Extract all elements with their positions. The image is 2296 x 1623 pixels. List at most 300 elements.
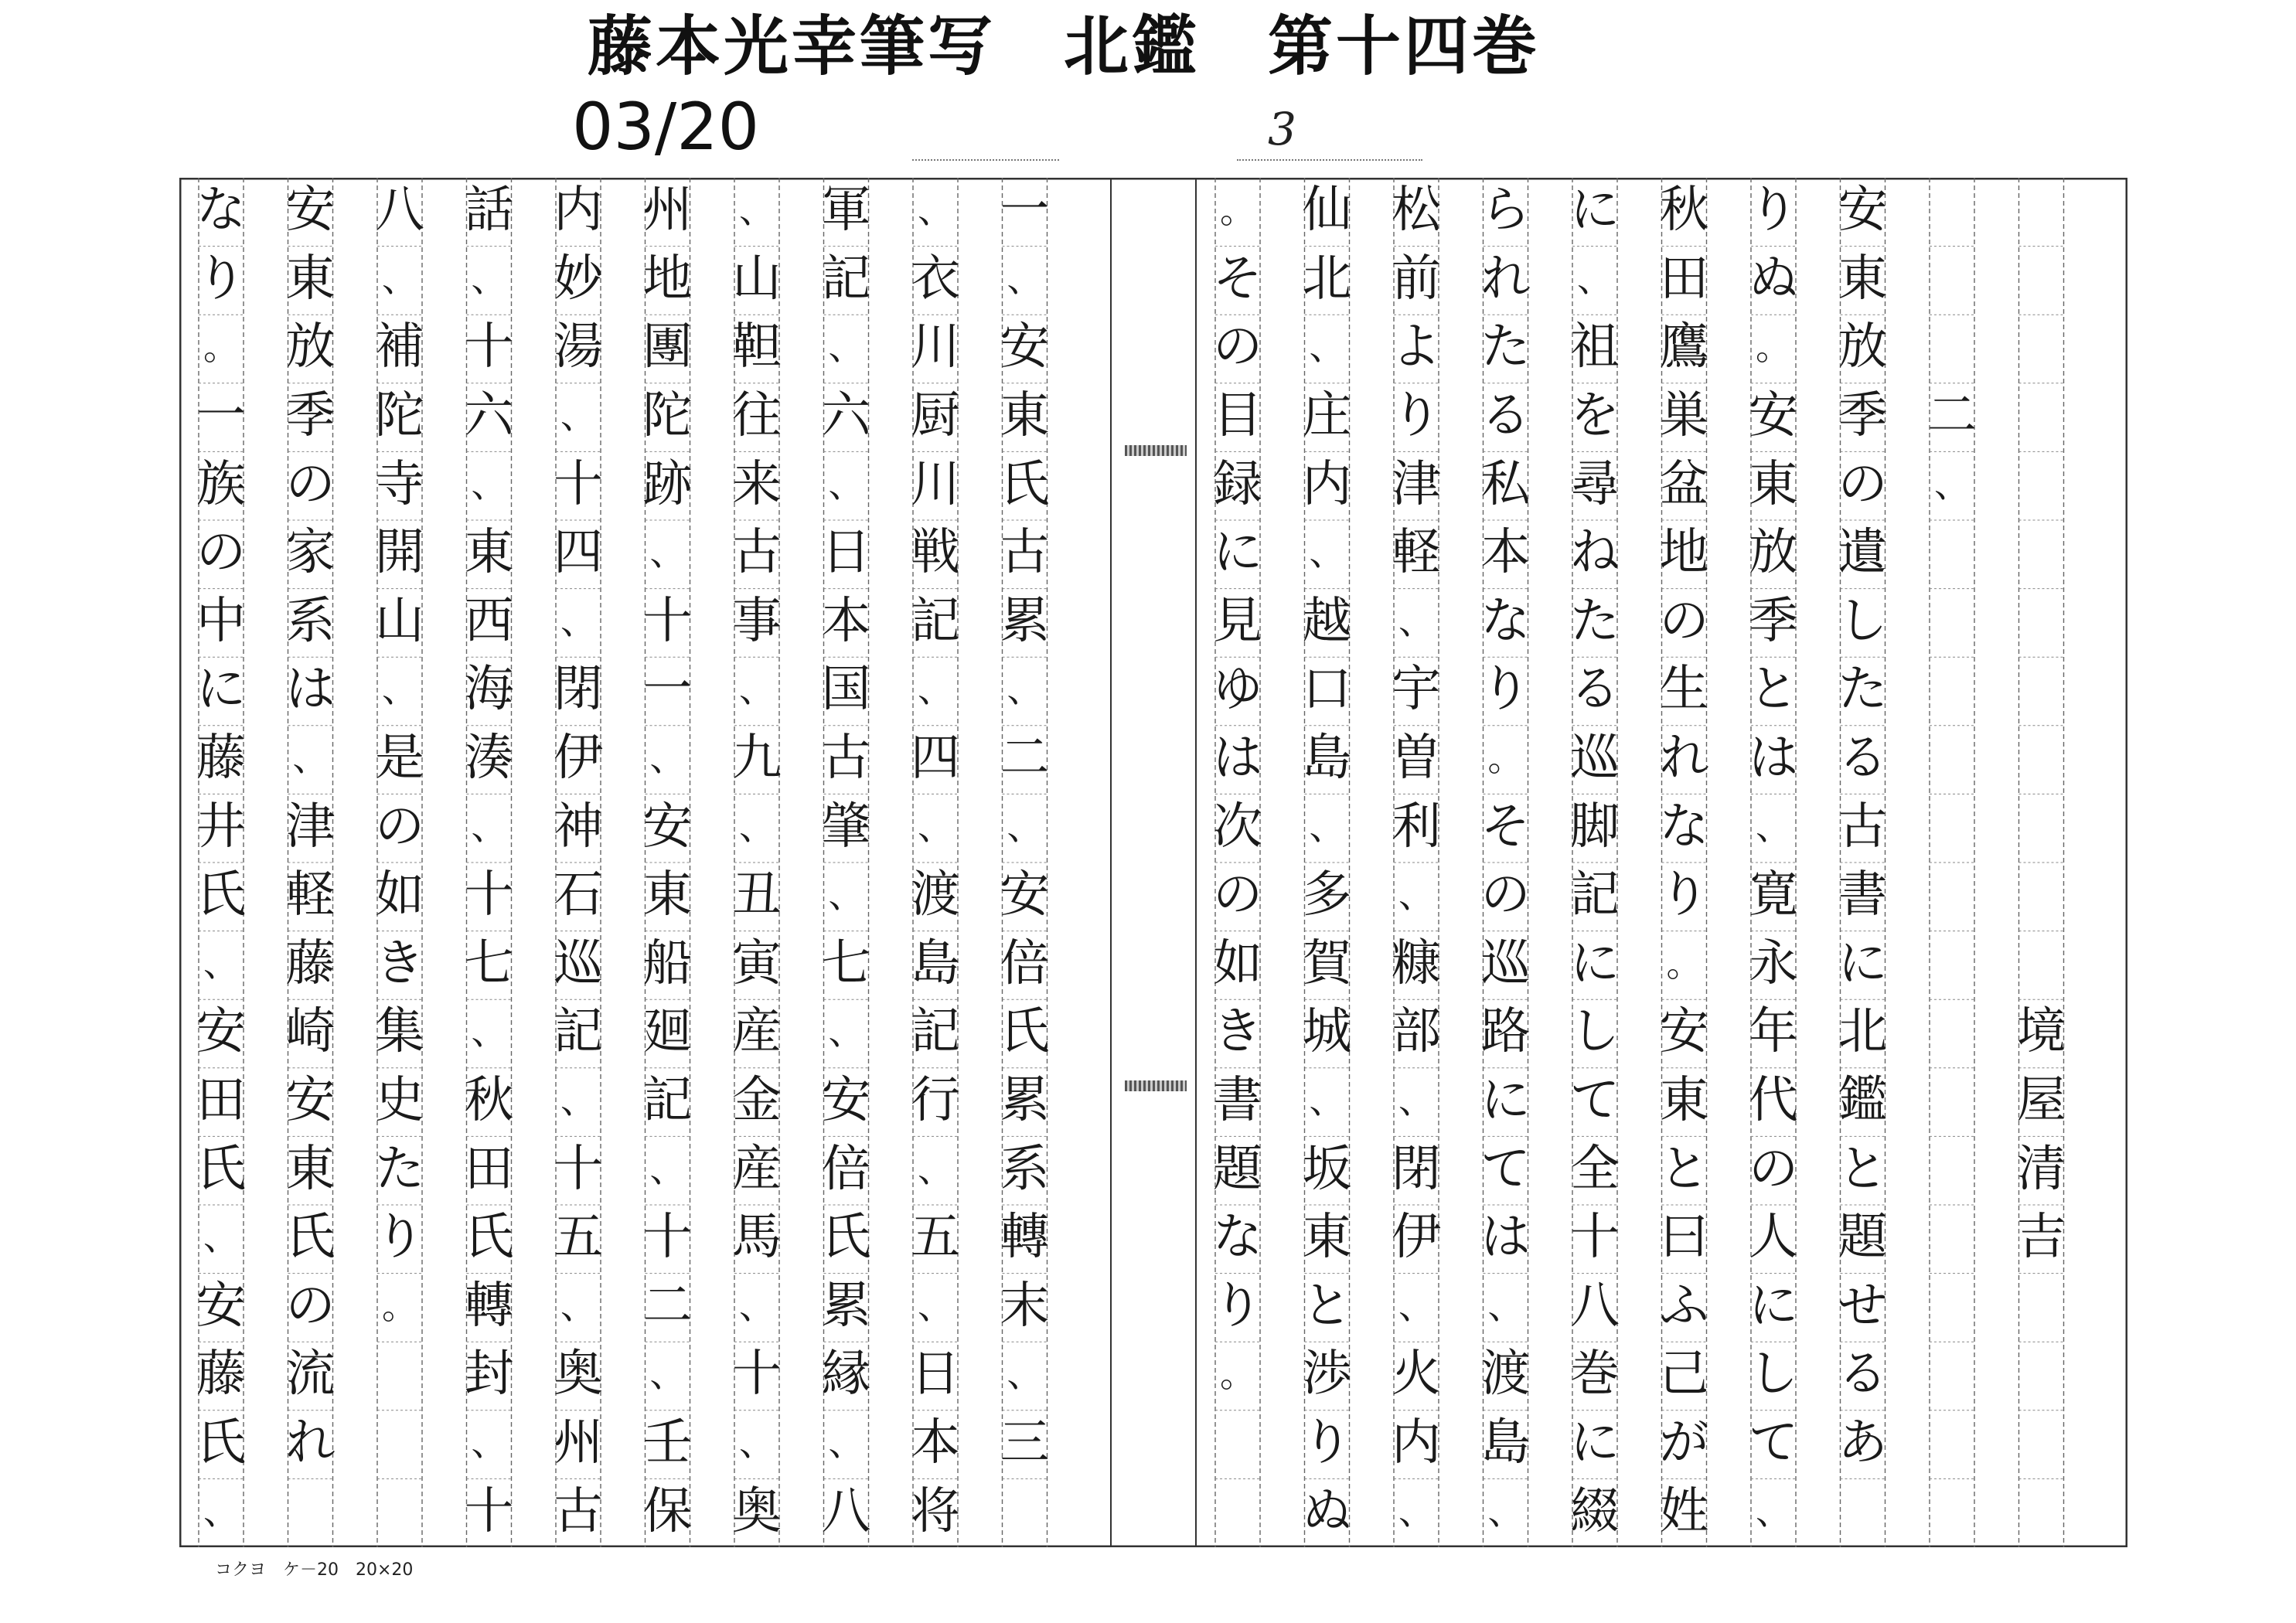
manuscript-char: 内 [554,182,603,240]
manuscript-char: 一 [1000,182,1050,240]
sheet-number: 3 [1268,103,1296,155]
manuscript-char: 氏 [821,1209,871,1267]
manuscript-char: 東 [1749,455,1798,513]
manuscript-char: 二 [642,1277,693,1335]
manuscript-char: 氏 [464,1209,514,1267]
manuscript-char: 船 [642,934,693,992]
manuscript-char: 安 [196,1277,246,1335]
manuscript-char: そ [1213,250,1262,308]
manuscript-char: 如 [1213,934,1262,992]
manuscript-char: 東 [285,250,336,308]
manuscript-char: 氏 [1000,1003,1050,1061]
manuscript-char: 九 [732,730,782,788]
manuscript-char: 中 [196,592,246,650]
manuscript-char: 東 [464,524,514,582]
manuscript-char: 庄 [1302,387,1352,445]
manuscript-char: 安 [285,1072,336,1130]
manuscript-char: な [196,182,246,240]
manuscript-char: 奥 [732,1482,782,1540]
manuscript-char: 己 [1659,1346,1709,1404]
manuscript-char: た [1480,318,1531,376]
manuscript-char: の [285,455,336,513]
manuscript-char: 鷹 [1659,318,1709,376]
manuscript-char: 丑 [732,866,782,924]
manuscript-char: に [1213,524,1262,582]
manuscript-char: る [1838,1346,1888,1404]
manuscript-char: 田 [196,1072,246,1130]
manuscript-char: 田 [464,1140,514,1198]
manuscript-char: 是 [375,730,424,788]
manuscript-char: 川 [911,318,960,376]
manuscript-char: 十 [642,1209,693,1267]
manuscript-char: 、 [918,669,953,711]
manuscript-char: 、 [739,189,775,232]
manuscript-char: 、 [739,669,775,711]
manuscript-char: 閉 [1392,1140,1441,1198]
manuscript-char: 安 [1000,866,1050,924]
manuscript-char: 季 [285,387,336,445]
manuscript-char: 湊 [464,730,514,788]
manuscript-char: 田 [1659,250,1709,308]
manuscript-char: 、 [828,326,864,369]
manuscript-char: 松 [1392,182,1441,240]
manuscript-char: 安 [1749,387,1798,445]
manuscript-char: 、 [1756,1490,1791,1533]
manuscript-char: 陀 [375,387,424,445]
manuscript-char: 代 [1749,1072,1798,1130]
manuscript-char: り [1302,1414,1352,1472]
manuscript-char: 七 [464,934,514,992]
manuscript-char: 、 [203,942,239,985]
manuscript-char: 記 [1570,866,1620,924]
manuscript-char: 行 [911,1072,960,1130]
manuscript-char: 全 [1570,1140,1620,1198]
manuscript-char: 。 [1487,737,1524,780]
manuscript-char: 安 [1838,182,1888,240]
manuscript-char: 、 [1007,669,1043,711]
manuscript-char: り [1392,387,1441,445]
manuscript-char: 境 [2016,1003,2066,1061]
manuscript-char: 集 [375,1003,424,1061]
manuscript-char: 系 [1000,1140,1050,1198]
manuscript-char: 安 [196,1003,246,1061]
manuscript-char: ぬ [1302,1482,1352,1540]
manuscript-char: 、 [1398,1490,1434,1533]
manuscript-char: 姓 [1659,1482,1709,1540]
manuscript-char: 巡 [1480,934,1531,992]
manuscript-char: な [1480,592,1531,650]
manuscript-char: の [1659,592,1709,650]
manuscript-char: 安 [821,1072,871,1130]
manuscript-char: の [1213,866,1262,924]
manuscript-char: 利 [1392,798,1441,856]
manuscript-char: 尋 [1570,455,1620,513]
manuscript-char: り [1749,182,1798,240]
manuscript-char: 前 [1392,250,1441,308]
manuscript-char: 本 [1480,524,1531,582]
manuscript-char: 、 [828,1422,864,1465]
manuscript-char: 、 [292,737,329,780]
manuscript-char: 、 [560,395,596,437]
manuscript-char: 西 [464,592,514,650]
manuscript-char: 、 [1309,805,1345,848]
manuscript-char: 、 [1309,532,1345,574]
manuscript-char: て [1480,1140,1531,1198]
manuscript-char: の [196,524,246,582]
manuscript-char: は [1749,730,1798,788]
manuscript-char: 寺 [375,455,424,513]
manuscript-char: 十 [464,866,514,924]
manuscript-char: 放 [1838,318,1888,376]
manuscript-char: 、 [828,874,864,917]
manuscript-char: 、 [382,257,417,300]
manuscript-char: 七 [821,934,871,992]
manuscript-char: 巡 [554,934,603,992]
manuscript-char: 屋 [2016,1072,2066,1130]
manuscript-char: 安 [1000,318,1050,376]
manuscript-char: 末 [1000,1277,1050,1335]
manuscript-char: と [1302,1277,1352,1335]
manuscript-char: 仙 [1302,182,1352,240]
manuscript-char: 十 [554,1140,603,1198]
manuscript-char: 、 [1007,1353,1043,1396]
manuscript-char: 産 [732,1140,782,1198]
manuscript-char: 氏 [196,1414,246,1472]
manuscript-char: 本 [911,1414,960,1472]
manuscript-char: 。 [1756,326,1791,369]
manuscript-char: 題 [1838,1209,1888,1267]
manuscript-char: 内 [1302,455,1352,513]
manuscript-char: に [1838,934,1888,992]
manuscript-char: 肇 [821,798,871,856]
manuscript-char: し [1570,1003,1620,1061]
manuscript-char: 厨 [911,387,960,445]
manuscript-char: 廻 [642,1003,693,1061]
manuscript-char: 北 [1838,1003,1888,1061]
manuscript-char: 安 [285,182,336,240]
manuscript-char: 州 [554,1414,603,1472]
manuscript-char: 、 [918,1148,953,1190]
manuscript-char: 伊 [554,730,603,788]
manuscript-char: 三 [1000,1414,1050,1472]
manuscript-char: 崎 [285,1003,336,1061]
manuscript-char: 寛 [1749,866,1798,924]
manuscript-char: 録 [1213,455,1262,513]
manuscript-char: 産 [732,1003,782,1061]
manuscript-char: 藤 [196,730,246,788]
manuscript-char: 戦 [911,524,960,582]
manuscript-char: 二 [1927,387,1977,445]
manuscript-char: 六 [821,387,871,445]
manuscript-char: 東 [1000,387,1050,445]
manuscript-char: 氏 [196,1140,246,1198]
manuscript-char: 部 [1392,1003,1441,1061]
manuscript-char: 、 [1398,600,1434,642]
manuscript-char: 藤 [285,934,336,992]
manuscript-char: 東 [1302,1209,1352,1267]
manuscript-char: り [1213,1277,1262,1335]
manuscript-char: 季 [1749,592,1798,650]
manuscript-char: 目 [1213,387,1262,445]
manuscript-char: れ [1480,250,1531,308]
manuscript-char: は [1213,730,1262,788]
manuscript-char: 六 [464,387,514,445]
manuscript-char: 書 [1213,1072,1262,1130]
manuscript-char: 、 [828,463,864,505]
manuscript-char: に [1749,1277,1798,1335]
sheet-number-line-left [912,159,1059,161]
manuscript-char: 神 [554,798,603,856]
manuscript-char: に [1480,1072,1531,1130]
manuscript-char: 放 [285,318,336,376]
center-gutter-mark-top [1125,445,1187,456]
manuscript-char: 将 [911,1482,960,1540]
manuscript-char: 十 [1570,1209,1620,1267]
manuscript-char: 記 [642,1072,693,1130]
manuscript-char: 系 [285,592,336,650]
manuscript-char: き [375,934,424,992]
manuscript-char: 團 [642,318,693,376]
manuscript-char: 保 [642,1482,693,1540]
manuscript-char: 記 [821,250,871,308]
manuscript-char: に [196,661,246,719]
manuscript-char: 古 [554,1482,603,1540]
manuscript-char: 秋 [464,1072,514,1130]
manuscript-char: 曰 [1659,1209,1709,1267]
manuscript-char: 、 [1007,257,1043,300]
manuscript-char: 十 [554,455,603,513]
manuscript-char: る [1570,661,1620,719]
manuscript-char: 壬 [642,1414,693,1472]
manuscript-char: 路 [1480,1003,1531,1061]
manuscript-char: 脚 [1570,798,1620,856]
manuscript-char: 、 [739,805,775,848]
manuscript-char: と [1749,661,1798,719]
manuscript-char: 季 [1838,387,1888,445]
manuscript-char: の [1480,866,1531,924]
manuscript-char: 、 [203,1490,239,1533]
manuscript-char: 軽 [1392,524,1441,582]
manuscript-char: 五 [554,1209,603,1267]
manuscript-char: れ [285,1414,336,1472]
manuscript-char: 陀 [642,387,693,445]
manuscript-char: 、 [918,1284,953,1327]
manuscript-char: な [1213,1209,1262,1267]
manuscript-char: 、 [471,257,507,300]
manuscript-char: 湯 [554,318,603,376]
manuscript-char: そ [1480,798,1531,856]
manuscript-char: 補 [375,318,424,376]
manuscript-char: 日 [821,524,871,582]
manuscript-char: 。 [203,326,239,369]
manuscript-char: き [1213,1003,1262,1061]
manuscript-char: 累 [821,1277,871,1335]
manuscript-char: 津 [285,798,336,856]
manuscript-char: 、 [560,600,596,642]
manuscript-char: 生 [1659,661,1709,719]
manuscript-char: 曽 [1392,730,1441,788]
manuscript-char: 書 [1838,866,1888,924]
manuscript-char: れ [1659,730,1709,788]
manuscript-char: り [1480,661,1531,719]
manuscript-char: に [1570,934,1620,992]
manuscript-char: 氏 [1000,455,1050,513]
manuscript-char: 秋 [1659,182,1709,240]
manuscript-char: 、 [1309,1080,1345,1122]
manuscript-char: 、 [739,1284,775,1327]
manuscript-char: 伊 [1392,1209,1441,1267]
manuscript-char: 史 [375,1072,424,1130]
manuscript-char: 安 [1659,1003,1709,1061]
manuscript-char: 、 [1398,1284,1434,1327]
manuscript-char: 放 [1749,524,1798,582]
manuscript-char: 金 [732,1072,782,1130]
manuscript-char: な [1659,798,1709,856]
manuscript-char: 、 [1309,326,1345,369]
manuscript-char: 古 [1838,798,1888,856]
manuscript-char: て [1749,1414,1798,1472]
manuscript-char: の [375,798,424,856]
manuscript-char: 記 [554,1003,603,1061]
manuscript-char: 石 [554,866,603,924]
manuscript-char: 八 [821,1482,871,1540]
manuscript-char: 、 [828,1011,864,1053]
manuscript-char: 地 [1659,524,1709,582]
manuscript-char: 記 [911,592,960,650]
manuscript-char: 次 [1213,798,1262,856]
manuscript-char: る [1838,730,1888,788]
manuscript-char: 五 [911,1209,960,1267]
manuscript-char: 寅 [732,934,782,992]
manuscript-char: 、 [649,1353,686,1396]
manuscript-char: 如 [375,866,424,924]
manuscript-char: 、 [1934,463,1970,505]
manuscript-char: 古 [821,730,871,788]
manuscript-char: ゆ [1213,661,1262,719]
manuscript-char: ぬ [1749,250,1798,308]
manuscript-char: 轉 [1000,1209,1050,1267]
manuscript-char: 盆 [1659,455,1709,513]
manuscript-char: 、 [471,1011,507,1053]
manuscript-char: 四 [911,730,960,788]
manuscript-char: 鑑 [1838,1072,1888,1130]
manuscript-char: 州 [642,182,693,240]
manuscript-char: 氏 [196,866,246,924]
manuscript-char: 古 [732,524,782,582]
manuscript-char: 津 [1392,455,1441,513]
manuscript-char: 東 [1838,250,1888,308]
manuscript-char: 糠 [1392,934,1441,992]
manuscript-char: 宇 [1392,661,1441,719]
manuscript-char: 城 [1302,1003,1352,1061]
manuscript-char: し [1838,592,1888,650]
manuscript-char: 東 [285,1140,336,1198]
manuscript-char: 私 [1480,455,1531,513]
manuscript-char: の [1749,1140,1798,1198]
manuscript-char: 開 [375,524,424,582]
manuscript-char: 年 [1749,1003,1798,1061]
manuscript-char: 、 [649,737,686,780]
manuscript-sheet [179,178,2127,1547]
manuscript-char: が [1659,1414,1709,1472]
manuscript-char: 海 [464,661,514,719]
manuscript-char: 渉 [1302,1346,1352,1404]
manuscript-char: 安 [642,798,693,856]
manuscript-char: 口 [1302,661,1352,719]
manuscript-char: 十 [732,1346,782,1404]
manuscript-char: て [1570,1072,1620,1130]
manuscript-char: 二 [1000,730,1050,788]
manuscript-char: 奥 [554,1346,603,1404]
manuscript-char: る [1480,387,1531,445]
manuscript-char: 井 [196,798,246,856]
manuscript-char: 巻 [1570,1346,1620,1404]
manuscript-char: せ [1838,1277,1888,1335]
manuscript-char: の [285,1277,336,1335]
manuscript-char: 、 [739,1422,775,1465]
manuscript-char: り [1659,866,1709,924]
manuscript-char: 日 [911,1346,960,1404]
manuscript-char: 渡 [1480,1346,1531,1404]
manuscript-char: 内 [1392,1414,1441,1472]
manuscript-char: 川 [911,455,960,513]
manuscript-char: 多 [1302,866,1352,924]
manuscript-char: し [1749,1346,1798,1404]
manuscript-char: 馬 [732,1209,782,1267]
manuscript-char: 十 [642,592,693,650]
manuscript-char: 倍 [1000,934,1050,992]
manuscript-char: あ [1838,1414,1888,1472]
manuscript-char: ら [1480,182,1531,240]
manuscript-char: 。 [1220,189,1255,232]
manuscript-char: 巣 [1659,387,1709,445]
manuscript-char: 、 [471,1422,507,1465]
manuscript-char: 人 [1749,1209,1798,1267]
manuscript-char: 家 [285,524,336,582]
manuscript-char: 、 [203,1216,239,1259]
manuscript-char: 軍 [821,182,871,240]
manuscript-char: 妙 [554,250,603,308]
manuscript-char: 縁 [821,1346,871,1404]
manuscript-char: 越 [1302,592,1352,650]
manuscript-char: 、 [1487,1284,1524,1327]
manuscript-char: 、 [1577,257,1613,300]
manuscript-char: 、 [649,532,686,574]
manuscript-char: 藤 [196,1346,246,1404]
manuscript-char: の [1213,318,1262,376]
manuscript-char: た [375,1140,424,1198]
manuscript-char: 見 [1213,592,1262,650]
manuscript-char: 地 [642,250,693,308]
manuscript-char: 十 [464,318,514,376]
manuscript-char: 火 [1392,1346,1441,1404]
sheet-number-line-right [1237,159,1422,161]
manuscript-char: 、 [471,805,507,848]
manuscript-char: 軽 [285,866,336,924]
manuscript-char: 賀 [1302,934,1352,992]
manuscript-char: 渡 [911,866,960,924]
manuscript-char: に [1570,1414,1620,1472]
page-number: 03/20 [572,89,760,165]
manuscript-char: ふ [1659,1277,1709,1335]
manuscript-char: 。 [1666,942,1702,985]
manuscript-char: 、 [1398,874,1434,917]
manuscript-char: 巡 [1570,730,1620,788]
manuscript-char: り [375,1209,424,1267]
manuscript-char: 国 [821,661,871,719]
manuscript-char: 流 [285,1346,336,1404]
manuscript-char: 記 [911,1003,960,1061]
